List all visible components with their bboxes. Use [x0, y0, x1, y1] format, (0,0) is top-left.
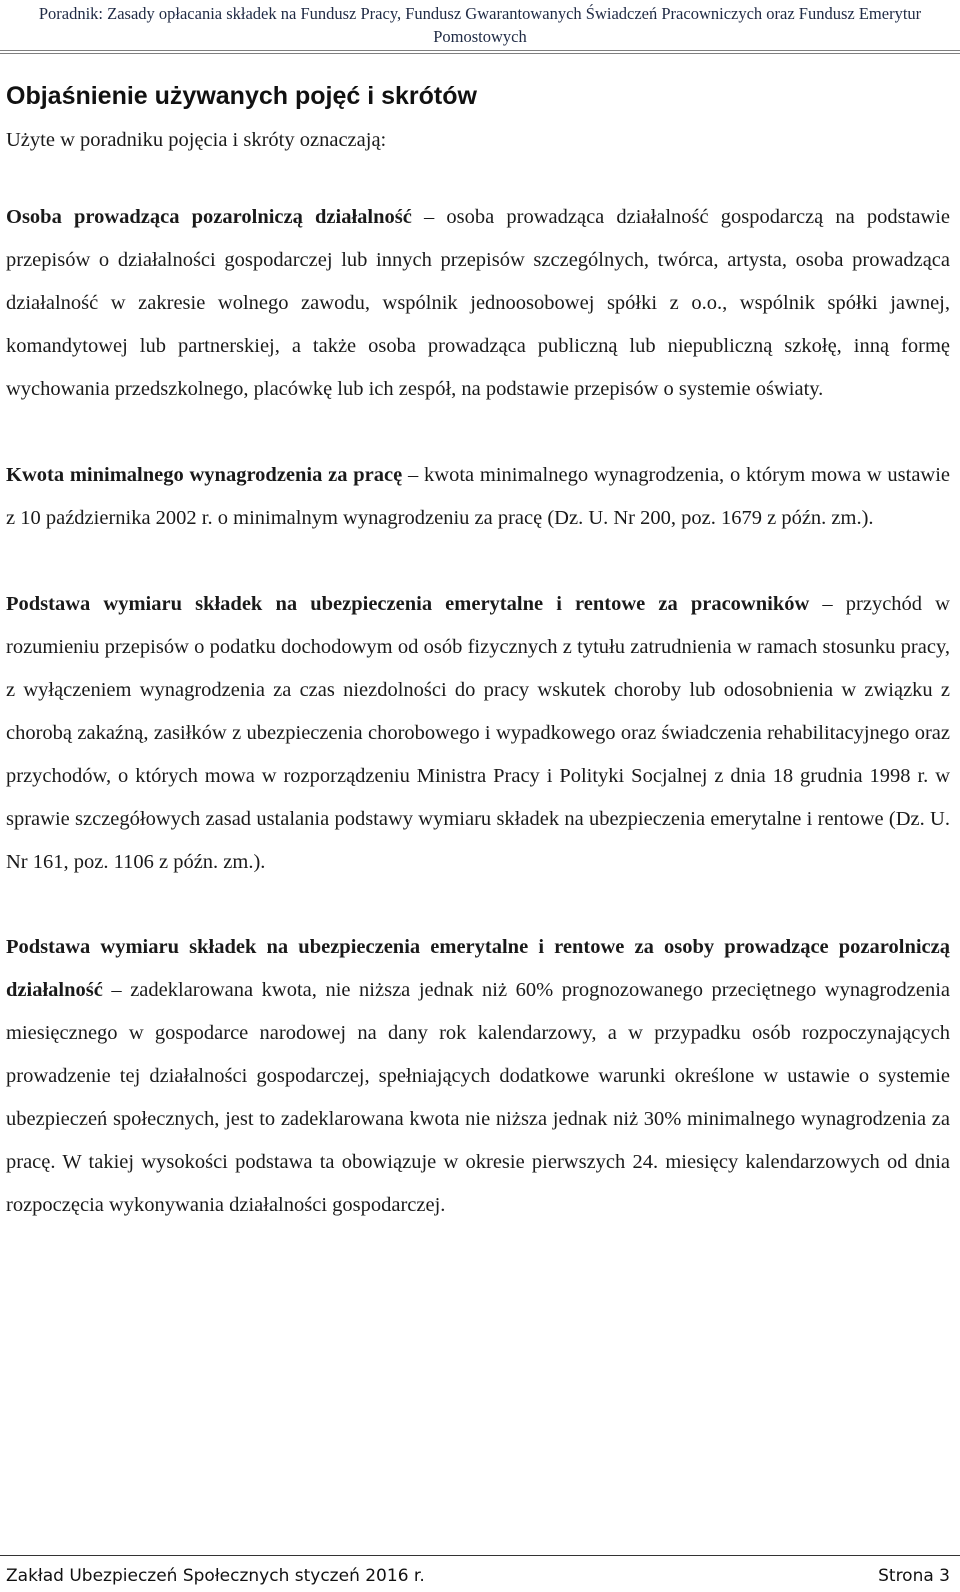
- section-intro: Użyte w poradniku pojęcia i skróty oznaczają:: [6, 129, 387, 151]
- definition-entry: [6, 583, 950, 884]
- definition-text: zadeklarowana kwota, nie niższa jednak niż 60% prognozowanego przeciętnego wynagrodzenia miesięcznego w gospodarce narodowej na dany rok kalendarzowy, a w przypadku osób rozpoczynających prowadzenie tej działalności gospodarczej, spełniających dodatkowe warunki określone w ustawie o systemie ubezpieczeń społecznych, jest to zadeklarowana kwota nie niższa jednak niż 30% minimalnego wynagrodzenia za pracę. W takiej wysokości podstawa ta obowiązuje w okresie pierwszych 24. miesięcy kalendarzowych od dnia rozpoczęcia wykonywania działalności gospodarczej.: [6, 979, 950, 1216]
- page-number: Strona 3: [878, 1566, 950, 1586]
- section-title: Objaśnienie używanych pojęć i skrótów: [6, 82, 477, 110]
- definition-text: kwota minimalnego wynagrodzenia, o którym mowa w ustawie z 10 października 2002 r. o minimalnym wynagrodzeniu za pracę (Dz. U. Nr 200, poz. 1679 z późn. zm.).: [6, 464, 951, 529]
- document-body: [6, 74, 950, 1270]
- definition-text: osoba prowadząca działalność gospodarczą na podstawie przepisów o działalności gospodarczej lub innych przepisów szczególnych, twórca, artysta, osoba prowadząca działalność w zakresie wolnego zawodu, wspólnik jednoosobowej spółki z o.o., wspólnik spółki jawnej, komandytowej lub partnerskiej, a także osoba prowadząca publiczną lub niepubliczną szkołę, inną formę wychowania przedszkolnego, placówkę lub ich zespół, na podstawie przepisów o systemie oświaty.: [6, 206, 951, 400]
- definition-entry: [6, 454, 950, 540]
- definition-dash: –: [111, 979, 122, 1001]
- definition-entry: [6, 196, 950, 411]
- definition-term: Podstawa wymiaru składek na ubezpieczenia emerytalne i rentowe za pracowników: [6, 593, 810, 615]
- definition-term: Kwota minimalnego wynagrodzenia za pracę: [6, 464, 403, 486]
- page-header: Poradnik: Zasady opłacania składek na Fundusz Pracy, Fundusz Gwarantowanych Świadczeń Pracowniczych oraz Fundusz Emerytur Pomostowych: [38, 4, 922, 46]
- definition-term: Osoba prowadząca pozarolniczą działalność: [6, 206, 412, 228]
- header-divider: [0, 50, 960, 54]
- page-footer: [6, 1562, 950, 1590]
- footer-publisher: Zakład Ubezpieczeń Społecznych styczeń 2016 r.: [6, 1566, 425, 1586]
- definition-term: Podstawa wymiaru składek na ubezpieczenia emerytalne i rentowe za osoby prowadzące pozarolniczą działalność: [6, 936, 950, 1001]
- definition-text: przychód w rozumieniu przepisów o podatku dochodowym od osób fizycznych z tytułu zatrudnienia w ramach stosunku pracy, z wyłączeniem wynagrodzenia za czas niezdolności do pracy wskutek choroby lub odosobnienia w związku z chorobą zakaźną, zasiłków z ubezpieczenia chorobowego i wypadkowego oraz świadczenia rehabilitacyjnego oraz przychodów, o których mowa w rozporządzeniu Ministra Pracy i Polityki Socjalnej z dnia 18 grudnia 1998 r. w sprawie szczegółowych zasad ustalania podstawy wymiaru składek na ubezpieczenia emerytalne i rentowe (Dz. U. Nr 161, poz. 1106 z późn. zm.).: [6, 593, 950, 873]
- definition-dash: –: [822, 593, 833, 615]
- definition-dash: –: [408, 464, 419, 486]
- footer-divider: [0, 1555, 960, 1556]
- definition-dash: –: [424, 206, 435, 228]
- definition-entry: [6, 926, 950, 1227]
